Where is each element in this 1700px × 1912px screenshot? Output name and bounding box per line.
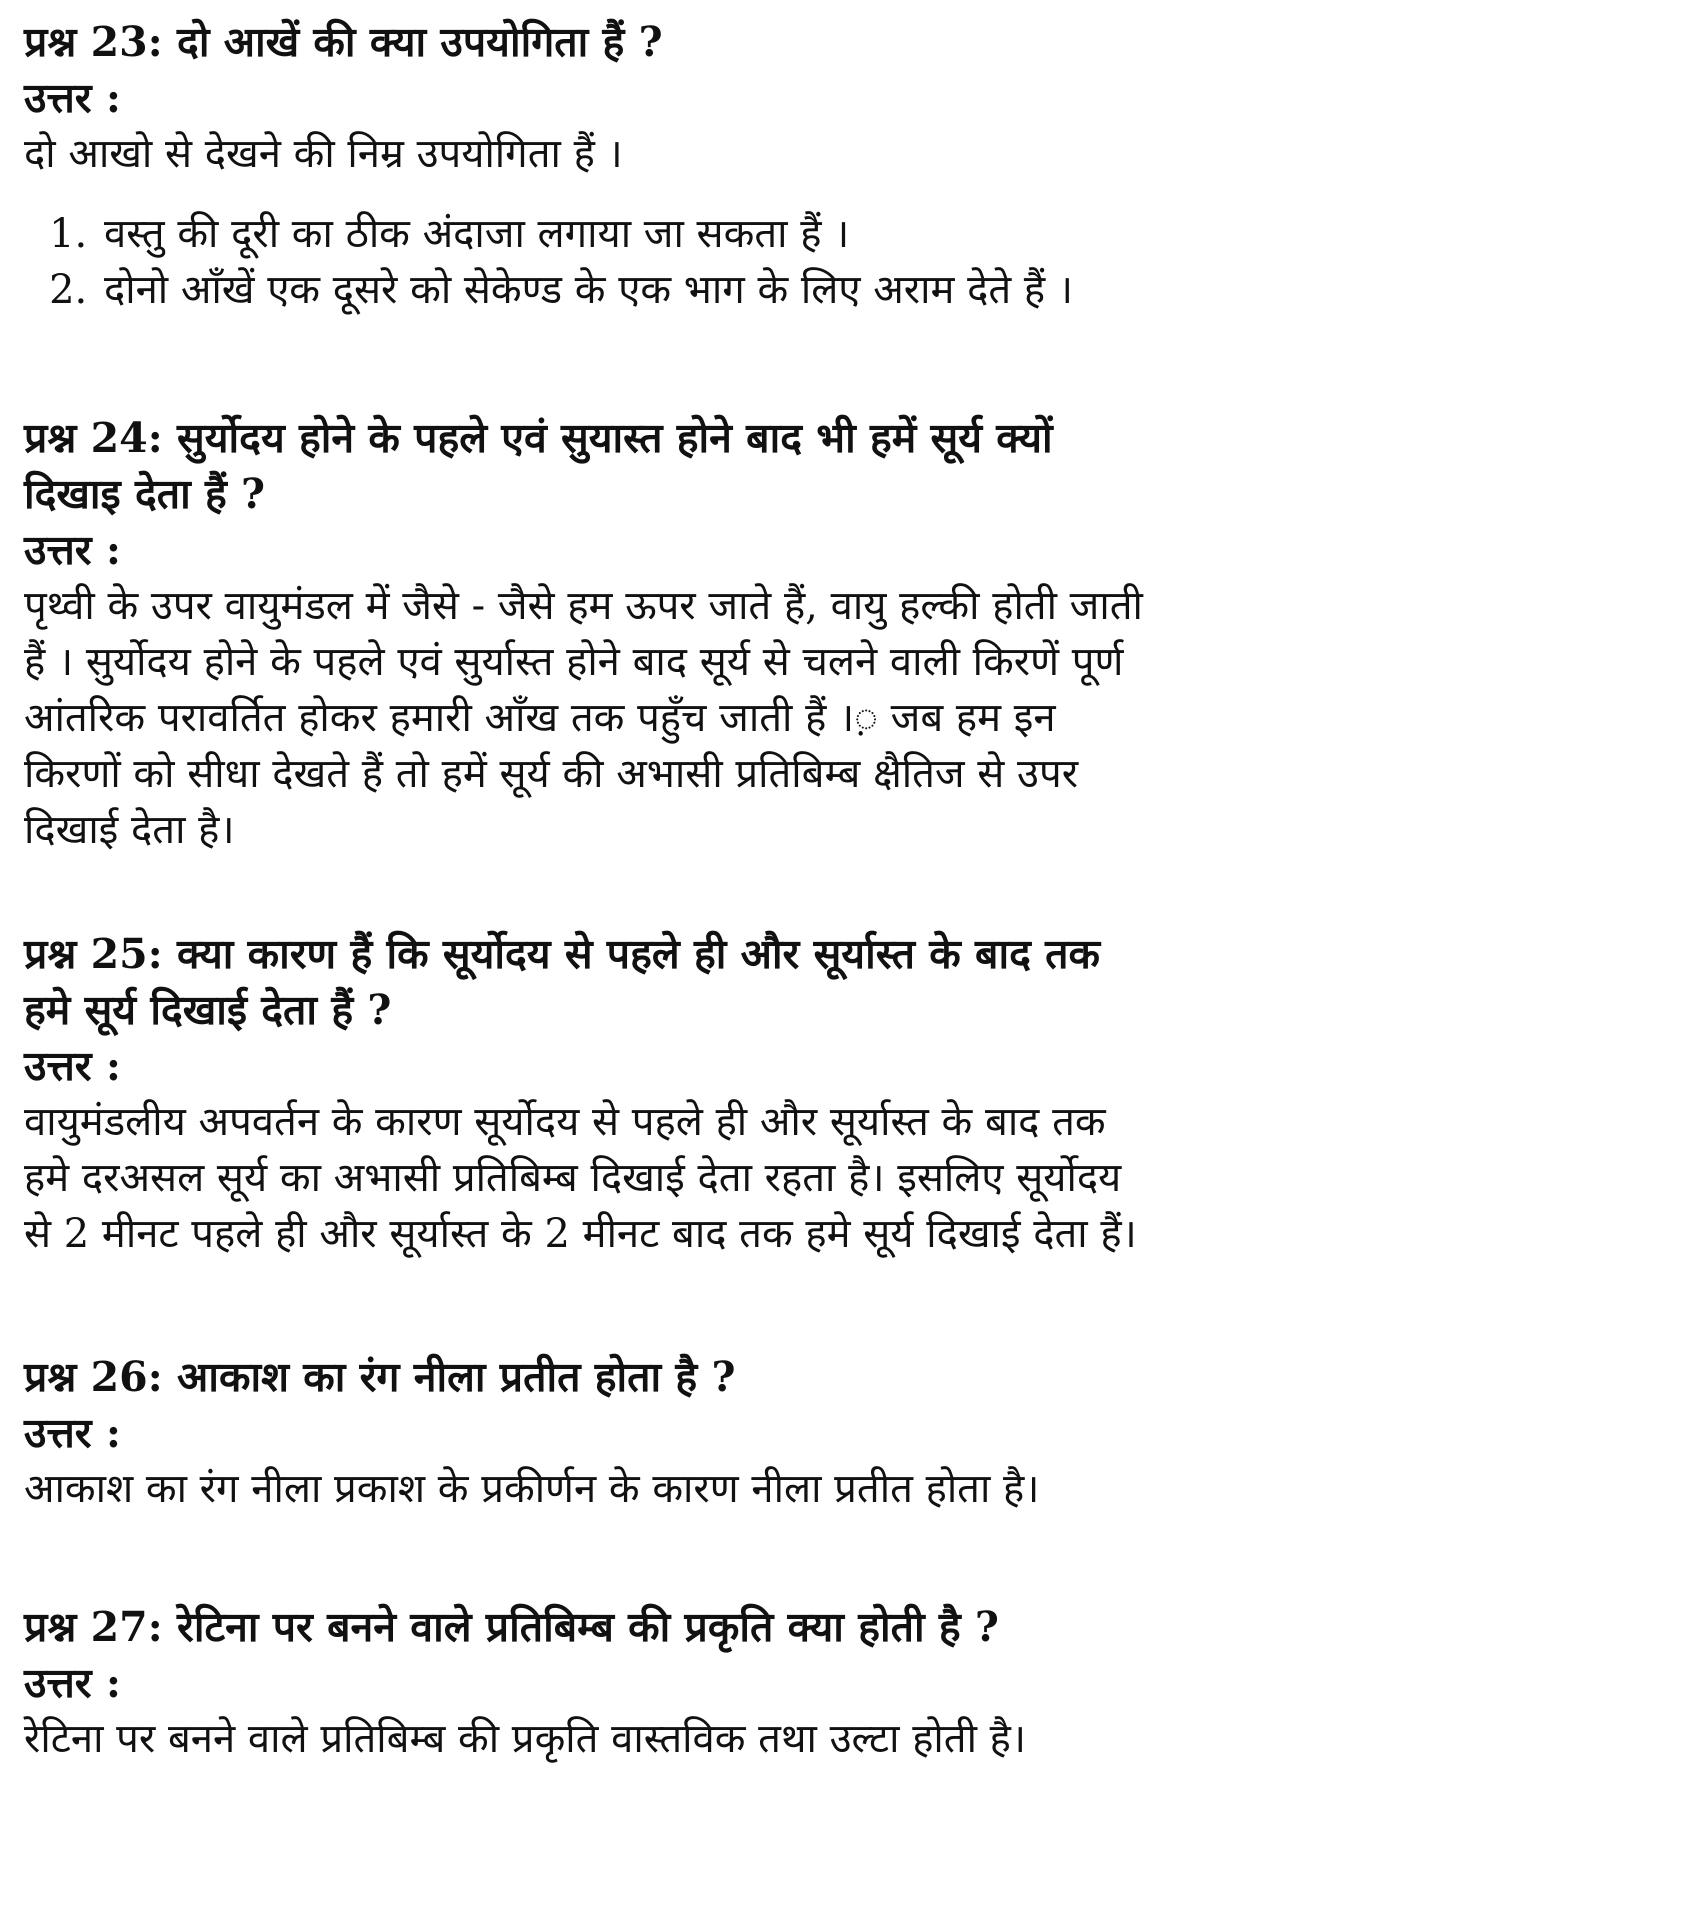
answer-23-label: उत्तर : <box>24 74 121 122</box>
answer-23-points <box>24 206 1144 318</box>
question-block-23 <box>24 14 1144 410</box>
question-block-27 <box>24 1599 1144 1767</box>
question-26-title: प्रश्न 26: आकाश का रंग नीला प्रतीत होता है ? <box>24 1353 736 1401</box>
question-23-title: प्रश्न 23: दो आखें की क्या उपयोगिता हैं ? <box>24 18 663 66</box>
question-27-title: प्रश्न 27: रेटिना पर बनने वाले प्रतिबिम्ब की प्रकृति क्या होती है ? <box>24 1603 999 1651</box>
answer-26-text: आकाश का रंग नीला प्रकाश के प्रकीर्णन के कारण नीला प्रतीत होता है। <box>24 1466 1040 1512</box>
answer-27-text: रेटिना पर बनने वाले प्रतिबिम्ब की प्रकृति वास्तविक तथा उल्टा होती है। <box>24 1716 1027 1762</box>
question-24-title: प्रश्न 24: सुर्योदय होने के पहले एवं सुयास्त होने बाद भी हमें सूर्य क्यों दिखाइ देता हैं ? <box>24 414 1053 518</box>
answer-25-label: उत्तर : <box>24 1042 121 1090</box>
answer-26-label: उत्तर : <box>24 1409 121 1457</box>
answer-27-label: उत्तर : <box>24 1659 121 1707</box>
question-block-26 <box>24 1349 1144 1599</box>
answer-23-point-1: 1. वस्तु की दूरी का ठीक अंदाजा लगाया जा सकता हैं । <box>100 206 1144 262</box>
answer-25-text: वायुमंडलीय अपवर्तन के कारण सूर्योदय से पहले ही और सूर्यास्त के बाद तक हमे दरअसल सूर्य का अभासी प्रतिबिम्ब दिखाई देता रहता है। इसलिए सूर्योदय से 2 मीनट पहले ही और सूर्यास्त के 2 मीनट बाद तक हमे सूर्य दिखाई देता हैं। <box>24 1099 1137 1257</box>
question-block-25 <box>24 926 1144 1349</box>
answer-23-text: दो आखो से देखने की निम्र उपयोगिता हैं । <box>24 131 623 177</box>
question-25-title: प्रश्न 25: क्या कारण हैं कि सूर्योदय से पहले ही और सूर्यास्त के बाद तक हमे सूर्य दिखाई देता हैं ? <box>24 930 1100 1034</box>
question-block-24 <box>24 410 1144 926</box>
answer-24-label: उत्तर : <box>24 526 121 574</box>
answer-23-point-2: 2. दोनो आँखें एक दूसरे को सेकेण्ड के एक भाग के लिए अराम देते हैं । <box>100 262 1144 318</box>
answer-24-text: पृथ्वी के उपर वायुमंडल में जैसे - जैसे हम ऊपर जाते हैं, वायु हल्की होती जाती हैं । सुर्योदय होने के पहले एवं सुर्यास्त होने बाद सूर्य से चलने वाली किरणें पूर्ण आंतरिक परावर्तित होकर हमारी आँख तक पहुँच जाती हैं ।़ जब हम इन किरणों को सीधा देखते हैं तो हमें सूर्य की अभासी प्रतिबिम्ब क्षैतिज से उपर दिखाई देता है। <box>24 583 1143 853</box>
